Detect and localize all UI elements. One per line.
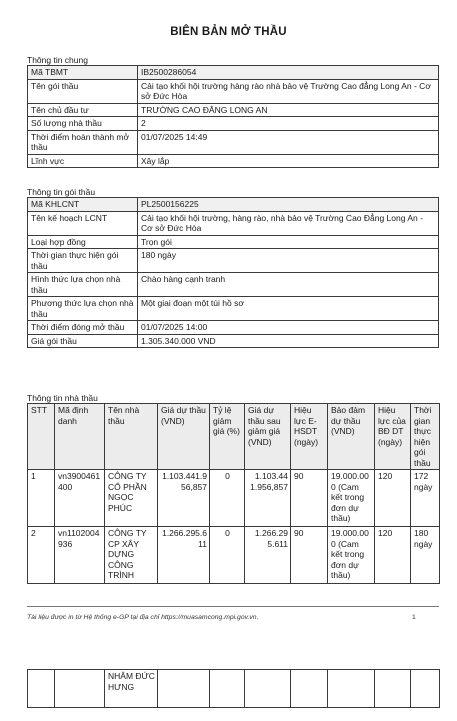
id-cell: vn1102004936: [55, 527, 105, 584]
package-info-table: [27, 197, 439, 348]
page-number: 1: [412, 614, 416, 621]
value-cell: Chào hàng cạnh tranh: [138, 273, 439, 297]
general-heading: Thông tin chung: [27, 55, 88, 65]
guarantee-cell: [328, 670, 375, 708]
table-row: [28, 117, 439, 131]
table-row: [28, 527, 440, 584]
stt-cell: [28, 670, 55, 708]
price-after-cell: [245, 670, 291, 708]
table-row: [28, 154, 439, 168]
table-row: [28, 130, 439, 154]
guarantee-validity-cell: 120: [375, 527, 411, 584]
label-cell: Thời điểm đóng mở thầu: [28, 321, 138, 335]
table-row: [28, 211, 439, 235]
value-cell: PL2500156225: [138, 198, 439, 212]
column-header: Tên nhà thầu: [105, 404, 158, 470]
id-cell: vn3900461400: [55, 470, 105, 527]
general-info-table: [27, 65, 439, 168]
guarantee-cell: 19.000.000 (Cam kết trong đơn dự thầu): [328, 527, 375, 584]
label-cell: Thời gian thực hiện gói thầu: [28, 249, 138, 273]
table-row: [28, 79, 439, 103]
duration-cell: 180 ngày: [411, 527, 440, 584]
label-cell: Mã TBMT: [28, 66, 138, 80]
value-cell: TRƯỜNG CAO ĐẲNG LONG AN: [138, 103, 439, 117]
value-cell: 2: [138, 117, 439, 131]
column-header: Thời gian thực hiện gói thầu: [411, 404, 440, 470]
value-cell: Xây lắp: [138, 154, 439, 168]
duration-cell: 172 ngày: [411, 470, 440, 527]
price-cell: [158, 670, 210, 708]
discount-cell: 0: [210, 470, 245, 527]
table-row: [28, 670, 440, 708]
bidders-table: [27, 403, 440, 584]
column-header: STT: [28, 404, 55, 470]
value-cell: 1.305.340.000 VND: [138, 334, 439, 348]
table-row: [28, 235, 439, 249]
table-row: [28, 66, 439, 80]
table-header-row: [28, 404, 440, 470]
column-header: Giá dự thầu (VND): [158, 404, 210, 470]
column-header: Hiệu lực E-HSDT (ngày): [291, 404, 328, 470]
column-header: Tỷ lệ giảm giá (%): [210, 404, 245, 470]
table-row: [28, 103, 439, 117]
table-row: [28, 470, 440, 527]
duration-cell: [411, 670, 440, 708]
label-cell: Thời điểm hoàn thành mở thầu: [28, 130, 138, 154]
column-header: Giá dự thầu sau giảm giá (VND): [245, 404, 291, 470]
table-row: [28, 249, 439, 273]
table-row: [28, 297, 439, 321]
package-heading: Thông tin gói thầu: [27, 187, 96, 197]
column-header: Hiệu lực của BĐ DT (ngày): [375, 404, 411, 470]
value-cell: 01/07/2025 14:49: [138, 130, 439, 154]
table-row: [28, 334, 439, 348]
validity-cell: 90: [291, 527, 328, 584]
name-cell: CÔNG TY CP XÂY DỰNG CÔNG TRÌNH: [105, 527, 158, 584]
table-row: [28, 273, 439, 297]
table-row: [28, 198, 439, 212]
label-cell: Phương thức lựa chọn nhà thầu: [28, 297, 138, 321]
guarantee-validity-cell: 120: [375, 470, 411, 527]
label-cell: Giá gói thầu: [28, 334, 138, 348]
value-cell: Trọn gói: [138, 235, 439, 249]
value-cell: Cải tạo khối hội trường hàng rào nhà bảo vệ Trường Cao đẳng Long An - Cơ sở Đức Hòa: [138, 79, 439, 103]
name-cell: NHÂM ĐỨC HƯNG: [105, 670, 158, 708]
footer-note: Tài liệu được in từ Hệ thống e-GP tại địa chỉ https://muasamcong.mpi.gov.vn.: [27, 614, 259, 621]
column-header: Bảo đảm dự thầu (VND): [328, 404, 375, 470]
price-after-cell: 1.266.295.611: [245, 527, 291, 584]
value-cell: Một giai đoạn một túi hồ sơ: [138, 297, 439, 321]
label-cell: Mã KHLCNT: [28, 198, 138, 212]
bidders-table-continued: [27, 669, 440, 708]
column-header: Mã định danh: [55, 404, 105, 470]
value-cell: 180 ngày: [138, 249, 439, 273]
value-cell: IB2500286054: [138, 66, 439, 80]
validity-cell: [291, 670, 328, 708]
price-after-cell: 1.103.441.956,857: [245, 470, 291, 527]
price-cell: 1.266.295.611: [158, 527, 210, 584]
label-cell: Lĩnh vực: [28, 154, 138, 168]
stt-cell: 2: [28, 527, 55, 584]
bidders-heading: Thông tin nhà thầu: [27, 393, 98, 403]
name-cell: CÔNG TY CỔ PHẦN NGỌC PHÚC: [105, 470, 158, 527]
footer-divider: [27, 606, 439, 607]
stt-cell: 1: [28, 470, 55, 527]
id-cell: [55, 670, 105, 708]
label-cell: Loại hợp đồng: [28, 235, 138, 249]
label-cell: Tên chủ đầu tư: [28, 103, 138, 117]
label-cell: Tên kế hoạch LCNT: [28, 211, 138, 235]
label-cell: Tên gói thầu: [28, 79, 138, 103]
label-cell: Số lượng nhà thầu: [28, 117, 138, 131]
discount-cell: 0: [210, 527, 245, 584]
guarantee-cell: 19.000.000 (Cam kết trong đơn dự thầu): [328, 470, 375, 527]
value-cell: Cải tạo khối hội trường, hàng rào, nhà bảo vệ Trường Cao Đẳng Long An - Cơ sở Đức Hòa: [138, 211, 439, 235]
discount-cell: [210, 670, 245, 708]
document-title: BIÊN BẢN MỞ THẦU: [170, 26, 287, 38]
table-row: [28, 321, 439, 335]
guarantee-validity-cell: [375, 670, 411, 708]
price-cell: 1.103.441.956,857: [158, 470, 210, 527]
value-cell: 01/07/2025 14:00: [138, 321, 439, 335]
validity-cell: 90: [291, 470, 328, 527]
label-cell: Hình thức lựa chọn nhà thầu: [28, 273, 138, 297]
